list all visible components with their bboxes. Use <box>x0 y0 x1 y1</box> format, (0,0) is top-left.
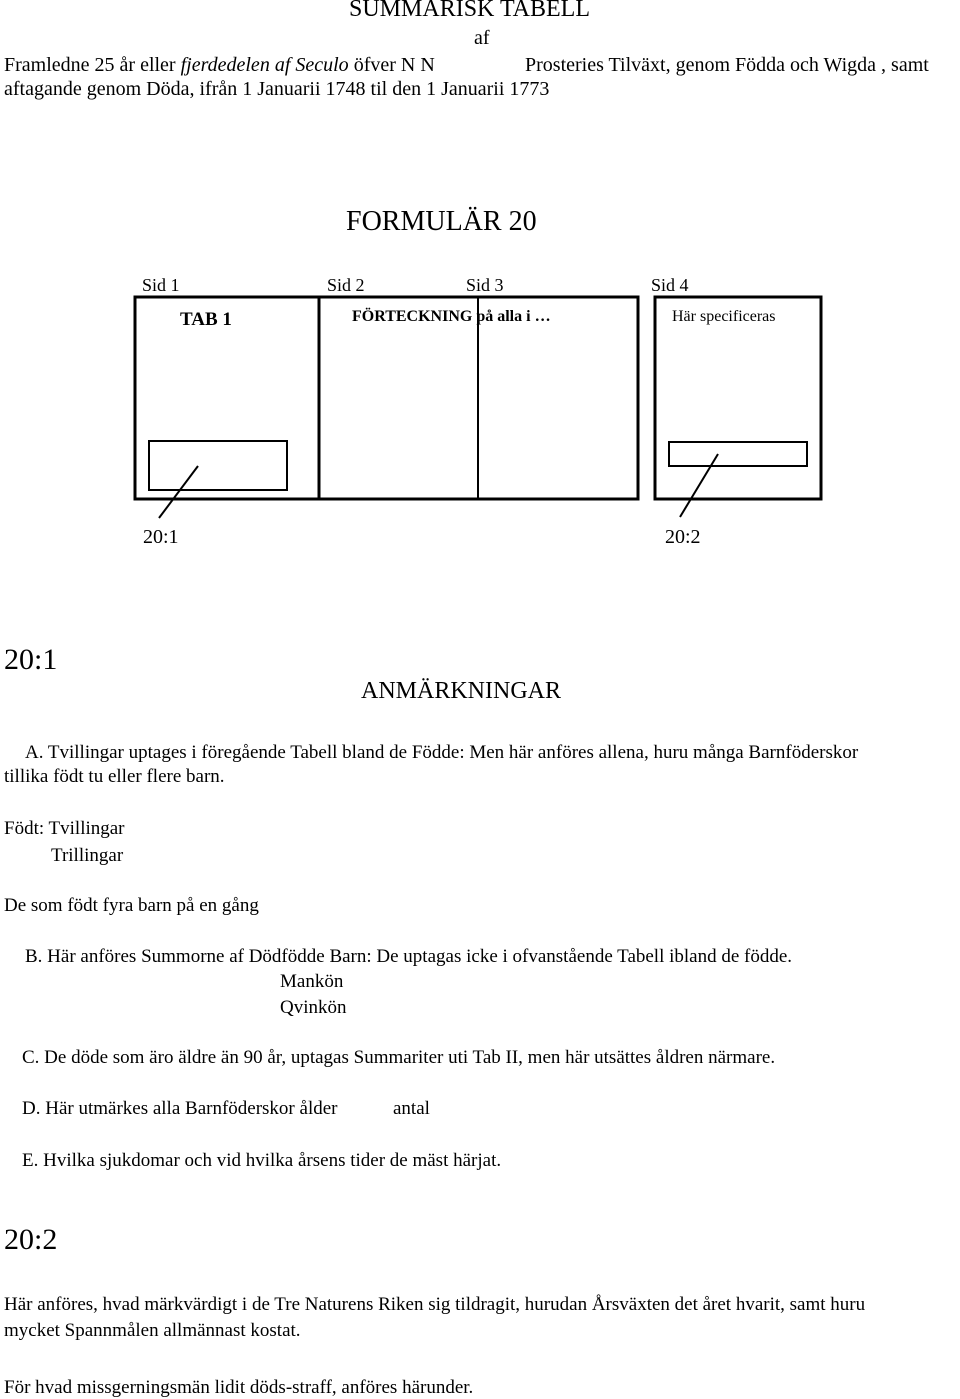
remark-b-line: B. Här anföres Summorne af Dödfödde Barn: De uptagas icke i ofvanstående Tabell ibland de födde. <box>25 946 793 967</box>
form-title: FORMULÄR 20 <box>346 206 537 237</box>
header-line-1-pre: Framledne 25 år eller <box>4 54 181 76</box>
callout-box-left <box>149 441 287 490</box>
quadruplets-label: De som födt fyra barn på en gång <box>4 895 259 916</box>
header-line-1-post: öfver N N <box>348 54 435 76</box>
remark-a-line-1: A. Tvillingar uptages i föregående Tabell bland de Födde: Men här anföres allena, huru många Barnföderskor <box>25 742 859 763</box>
section-1-heading: ANMÄRKNINGAR <box>361 678 562 704</box>
section-2-para-1-line-1: Här anföres, hvad märkvärdigt i de Tre Naturens Riken sig tildragit, hurudan Årsväxten det året hvarit, samt huru <box>4 1294 866 1315</box>
form-pages-diagram <box>0 0 960 560</box>
page-23-text: FÖRTECKNING på alla i … <box>352 308 551 325</box>
triplets-label: Trillingar <box>51 845 124 866</box>
document-title: SUMMARISK TABELL <box>349 0 590 22</box>
sid-label-4: Sid 4 <box>651 275 689 295</box>
stillborn-male-label: Mankön <box>280 971 344 992</box>
sid-label-3: Sid 3 <box>466 275 504 295</box>
callout-label-right: 20:2 <box>665 526 701 548</box>
title-af: af <box>474 27 490 49</box>
stillborn-female-label: Qvinkön <box>280 997 347 1018</box>
sid-label-1: Sid 1 <box>142 275 180 295</box>
sid-label-2: Sid 2 <box>327 275 365 295</box>
remark-d-antal: antal <box>393 1098 430 1119</box>
remark-a-line-2: tillika födt tu eller flere barn. <box>4 766 225 787</box>
callout-pointer-left <box>159 466 198 518</box>
header-line-1-right: Prosteries Tilväxt, genom Födda och Wigda , samt <box>525 54 929 76</box>
header-line-1-italic: fjerdedelen af Seculo <box>180 54 349 76</box>
callout-pointer-right <box>680 454 718 517</box>
page-4-text: Här specificeras <box>672 308 776 325</box>
twins-label: Födt: Tvillingar <box>4 818 125 839</box>
remark-c-line: C. De döde som äro äldre än 90 år, uptagas Summariter uti Tab II, men här utsättes åldren närmare. <box>22 1047 776 1068</box>
section-1-number: 20:1 <box>4 643 58 676</box>
section-2-number: 20:2 <box>4 1223 58 1256</box>
header-line-2: aftagande genom Döda, ifrån 1 Januarii 1748 til den 1 Januarii 1773 <box>4 78 550 100</box>
section-2-para-2: För hvad missgerningsmän lidit döds-straff, anföres härunder. <box>4 1377 474 1398</box>
page-4-frame <box>655 297 821 499</box>
callout-label-left: 20:1 <box>143 526 179 548</box>
remark-d-line: D. Här utmärkes alla Barnföderskor ålder <box>22 1098 338 1119</box>
page-1-text: TAB 1 <box>180 309 232 330</box>
callout-box-right <box>669 442 807 466</box>
remark-e-line: E. Hvilka sjukdomar och vid hvilka årsens tider de mäst härjat. <box>22 1150 502 1171</box>
section-2-para-1-line-2: mycket Spannmålen allmännast kostat. <box>4 1320 301 1341</box>
